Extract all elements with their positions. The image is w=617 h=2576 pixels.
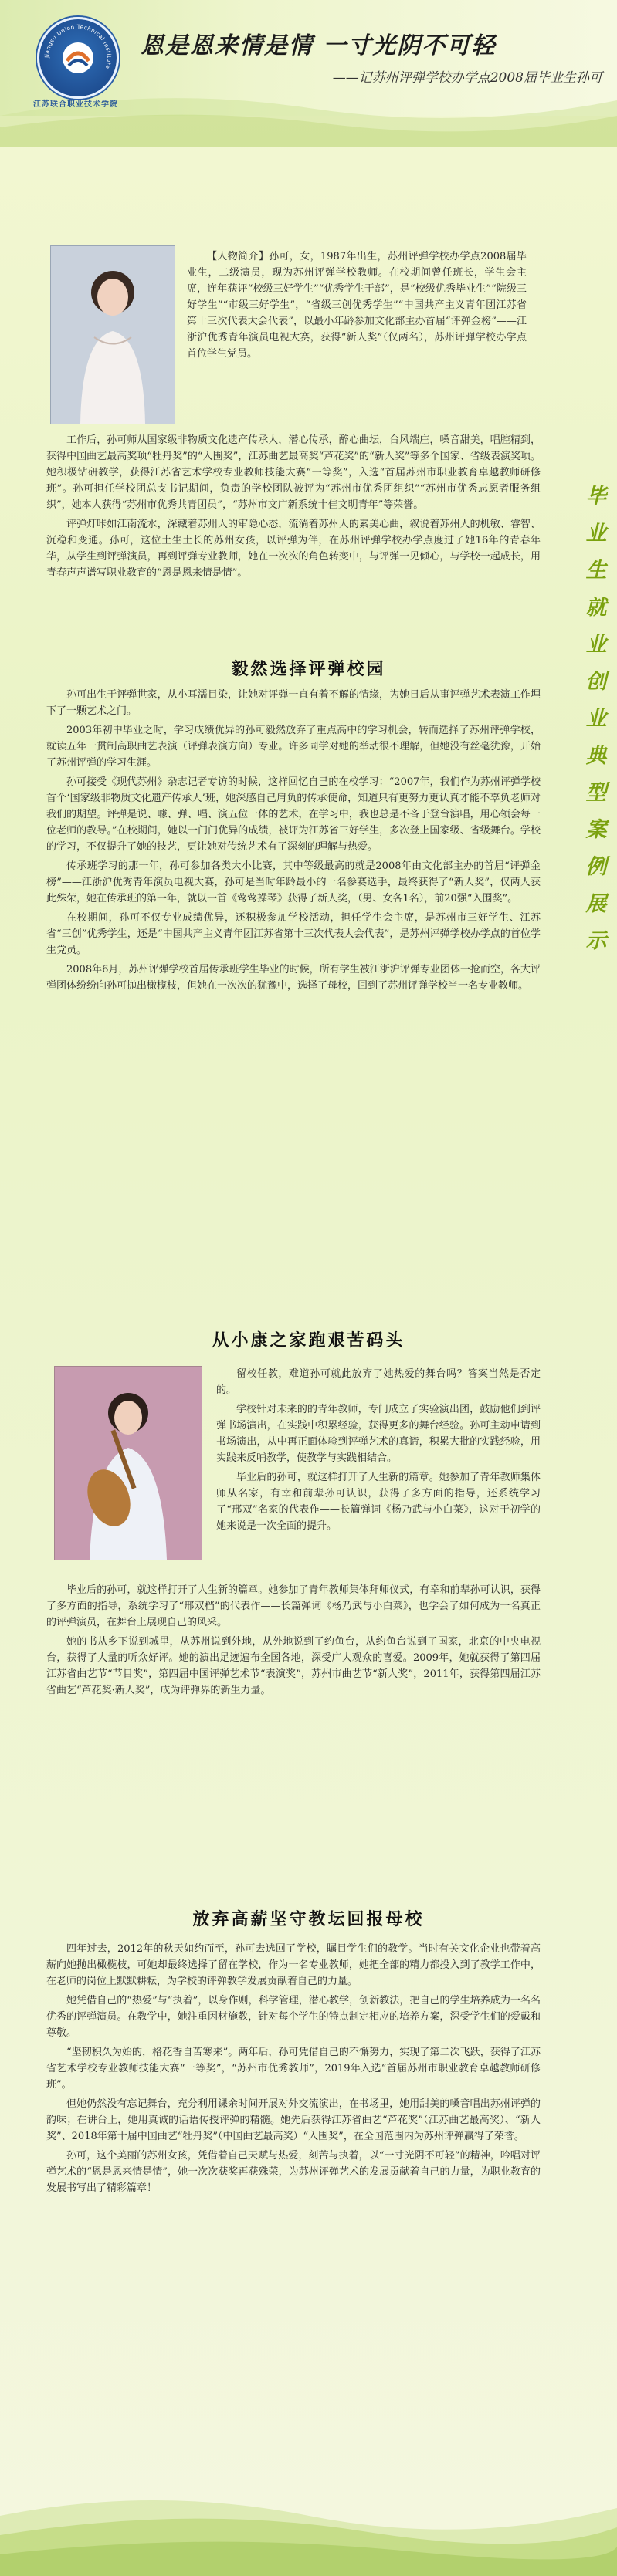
section1-paragraph: 2008年6月，苏州评弹学校首届传承班学生毕业的时候，所有学生被江浙沪评弹专业团体一抢而空，各大评弹团体纷纷向孙可抛出橄榄枝，但她在一次次的犹豫中，选择了母校，回到了苏州评弹学校当一名专业教师。 bbox=[46, 964, 541, 992]
section1-paragraph: 孙可出生于评弹世家，从小耳濡目染，让她对评弹一直有着不解的情缘，为她日后从事评弹艺术表演工作埋下了一颗艺术之门。 bbox=[46, 689, 541, 717]
side-char: 业 bbox=[585, 633, 607, 657]
section2-side-text bbox=[216, 1366, 541, 1537]
section2-paragraph: 她的书从乡下说到城里，从苏州说到外地，从外地说到了约鱼台，从约鱼台说到了国家，北京的中央电视台，获得了大量的听众好评。她的演出足迹遍布全国各地，深受广大观众的喜爱。2009年，她就获得了第四届江苏省曲艺节“节目奖”，第四届中国评弹艺术节“表演奖”，苏州市曲艺节“新人奖”，2011年，获得第四届江苏省曲艺“芦花奖·新人奖”，成为评弹界的新生力量。 bbox=[46, 1636, 541, 1696]
footer-wave-decoration bbox=[0, 2470, 617, 2576]
side-char: 型 bbox=[585, 781, 607, 805]
side-char: 示 bbox=[585, 929, 607, 953]
page-subtitle: ——记苏州评弹学校办学点2008届毕业生孙可 bbox=[332, 70, 602, 86]
side-char: 例 bbox=[585, 855, 607, 879]
section1-paragraph: 孙可接受《现代苏州》杂志记者专访的时候，这样回忆自己的在校学习：“2007年，我们作为苏州评弹学校首个‘国家级非物质文化遗产传承人’班，她深感自己肩负的传承使命，知道只有更努力更认真才能不辜负老师对我们的期望。评弹是说、噱、弹、唱、演五位一体的艺术，在学习中，我也总是不吝于登台演唱，用心领会每一位老师的教导。”在校期间，她以一门门优异的成绩，被评为江苏省三好学生，多次登上国家级、省级舞台。学校的学习，不仅提升了她的技艺，更让她对传统艺术有了深刻的理解与热爱。 bbox=[46, 776, 541, 853]
side-char: 创 bbox=[585, 670, 607, 694]
intro-profile bbox=[187, 248, 527, 365]
pipa-player-icon bbox=[55, 1367, 202, 1560]
section2-paragraph: 学校针对未来的的青年教师，专门成立了实验演出团，鼓励他们到评弹书场演出，在实践中积累经验，获得更多的舞台经验。孙可主动申请到书场演出，从中再正面体验到评弹艺术的真谛，积累大批的实践经验，用实践来反哺教学，使教学与实践相结合。 bbox=[216, 1404, 541, 1464]
page-headline: 恩是恩来情是情 一寸光阴不可轻 bbox=[141, 32, 497, 59]
logo-chinese-name: 江苏联合职业技术学院 bbox=[33, 100, 118, 109]
section3-paragraph: 孙可，这个美丽的苏州女孩，凭借着自己天赋与热爱，刻苦与执着，以“一寸光阴不可轻”的精神，吟唱对评弹艺术的“恩是恩来情是情”，她一次次获奖再获殊荣，为苏州评弹艺术的发展贡献着自己的力量，为职业教育的发展书写出了精彩篇章！ bbox=[46, 2150, 541, 2194]
logo-inner-mark-icon bbox=[61, 41, 95, 75]
logo-english-name: Jiangsu Union Technical Institute bbox=[42, 22, 114, 70]
intro-paragraph: 【人物简介】孙可，女，1987年出生，苏州评弹学校办学点2008届毕业生，二级演员，现为苏州评弹学校教师。在校期间曾任班长，学生会主席，连年获评“校级三好学生”“优秀学生干部”，是“校级优秀毕业生”“院级三好学生”“市级三好学生”，“省级三创优秀学生”“中国共产主义青年团江苏省第十三次代表大会代表”，以最小年龄参加文化部主办首届“评弹金榜”——江浙沪优秀青年演员电视大赛，获得“新人奖”（仅两名），苏州评弹学校办学点首位学生党员。 bbox=[187, 251, 527, 360]
section1-paragraph: 在校期间，孙可不仅专业成绩优异，还积极参加学校活动，担任学生会主席，是苏州市三好学生、江苏省“三创”优秀学生，还是“中国共产主义青年团江苏省第十三次代表大会代表”，是苏州评弹学校办学点的首位学生党员。 bbox=[46, 912, 541, 956]
side-char: 业 bbox=[585, 522, 607, 546]
side-char: 展 bbox=[585, 892, 607, 916]
side-char: 案 bbox=[585, 818, 607, 842]
section2-paragraph: 毕业后的孙可，就这样打开了人生新的篇章。她参加了青年教师集体拜师仪式，有幸和前辈孙可认识，获得了多方面的指导，系统学习了“邢双档”的代表作——长篇弹词《杨乃武与小白菜》，也学会了如何成为一名真正的评弹演员，在舞台上展现自己的风采。 bbox=[46, 1584, 541, 1628]
section3-paragraph: 四年过去，2012年的秋天如约而至，孙可去选回了学校，瞩目学生们的教学。当时有关文化企业也带着高薪向她抛出橄榄枝，可她却最终选择了留在学校，作为一名专业教师，她把全部的精力都投入到了教学工作中，在老师的岗位上默默耕耘，为学校的评弹教学发展贡献着自己的力量。 bbox=[46, 1943, 541, 1987]
section3-paragraph: 她凭借自己的“热爱”与“执着”，以身作则，科学管理，潜心教学，创新教法，把自己的学生培养成为一名名优秀的评弹演员。在教学中，她注重因材施教，针对每个学生的特点制定相应的培养方案，深受学生们的爱戴和尊敬。 bbox=[46, 1995, 541, 2039]
school-logo bbox=[14, 17, 130, 108]
side-vertical-caption bbox=[581, 478, 612, 960]
intro-paragraph: 工作后，孙可师从国家级非物质文化遗产传承人，潜心传承，醉心曲坛，台风端庄，嗓音甜美，唱腔精到，获得中国曲艺最高奖项“牡丹奖”的“入围奖”，江苏曲艺最高奖“芦花奖”的“新人奖”等多个国家、省级表演奖项。她积极钻研教学，获得江苏省艺术学校专业教师技能大赛“一等奖”，入选“首届苏州市职业教育卓越教师研修班”。孙可担任学校团总支书记期间，负责的学校团队被评为“苏州市优秀团组织”“苏州市优秀志愿者服务组织”，她本人获得“苏州市优秀共青团员”，“苏州市文广新系统十佳文明青年”等荣誉。 bbox=[46, 434, 541, 511]
section-title-3: 放弃高薪坚守教坛回报母校 bbox=[192, 1909, 425, 1929]
side-char: 典 bbox=[585, 744, 607, 768]
section3-paragraph: “坚韧积久为始的，格花香自苦寒来”。两年后，孙可凭借自己的不懈努力，实现了第二次飞跃，获得了江苏省艺术学校专业教师技能大赛“一等奖”，“苏州市优秀教师”，2019年入选“首届苏州市职业教育卓越教师研修班”。 bbox=[46, 2047, 541, 2091]
side-char: 业 bbox=[585, 707, 607, 731]
section-title-1: 毅然选择评弹校园 bbox=[231, 659, 386, 679]
section2-paragraph: 留校任教，难道孙可就此放弃了她热爱的舞台吗？答案当然是否定的。 bbox=[216, 1368, 541, 1396]
logo-emblem-icon bbox=[37, 17, 119, 99]
side-char: 生 bbox=[585, 559, 607, 583]
side-char: 毕 bbox=[585, 485, 607, 509]
pipa-performance-photo bbox=[54, 1366, 202, 1560]
section2-body bbox=[46, 1582, 541, 1702]
section2-paragraph: 毕业后的孙可，就这样打开了人生新的篇章。她参加了青年教师集体师从名家，有幸和前辈孙可认识，获得了多方面的指导，还系统学习了“邢双”名家的代表作——长篇弹词《杨乃武与小白菜》，这对于初学的她来说是一次全面的提升。 bbox=[216, 1472, 541, 1532]
portrait-figure-icon bbox=[51, 246, 175, 424]
section3-paragraph: 但她仍然没有忘记舞台，充分利用课余时间开展对外交流演出，在书场里，她用甜美的嗓音唱出苏州评弹的韵味；在讲台上，她用真诚的话语传授评弹的精髓。她先后获得江苏省曲艺“芦花奖”（江苏曲艺最高奖）、“新人奖”、2018年第十届中国曲艺“牡丹奖”（中国曲艺最高奖）“入围奖”，在全国范围内为苏州评弹赢得了荣誉。 bbox=[46, 2098, 541, 2142]
section1-paragraph: 2003年初中毕业之时，学习成绩优异的孙可毅然放弃了重点高中的学习机会，转而选择了苏州评弹学校，就读五年一贯制高职曲艺表演（评弹表演方向）专业。许多同学对她的举动很不理解，但她没有丝毫犹豫，开始了苏州评弹的学习生涯。 bbox=[46, 725, 541, 769]
portrait-photo bbox=[50, 245, 175, 424]
intro-paragraph: 评弹灯咔如江南流水，深藏着苏州人的审隐心态，流淌着苏州人的素美心曲，叙说着苏州人的机敏、睿智、沉稳和变通。孙可，这位土生土长的苏州女孩，以评弹为伴，在苏州评弹学校办学点度过了她16年的青春年华，从学生到评弹演员，再到评弹专业教师，她在一次次的角色转变中，与评弹一见倾心，与学校一起成长，用青春声声谱写职业教育的“恩是恩来情是情”。 bbox=[46, 519, 541, 579]
section1-paragraph: 传承班学习的那一年，孙可参加各类大小比赛，其中等级最高的就是2008年由文化部主办的首届“评弹金榜”——江浙沪优秀青年演员电视大赛，孙可是当时年龄最小的一名参赛选手，最终获得了“新人奖”，仅两人获此殊荣，她在传承班的第一年，就以一首《莺莺操琴》获得了新人奖，（男、女各1名），前20强“入围奖”。 bbox=[46, 860, 541, 904]
intro-body bbox=[46, 432, 541, 584]
section1-body bbox=[46, 687, 541, 997]
section-title-2: 从小康之家跑艰苦码头 bbox=[212, 1330, 405, 1351]
section3-body bbox=[46, 1941, 541, 2199]
side-char: 就 bbox=[585, 596, 607, 620]
